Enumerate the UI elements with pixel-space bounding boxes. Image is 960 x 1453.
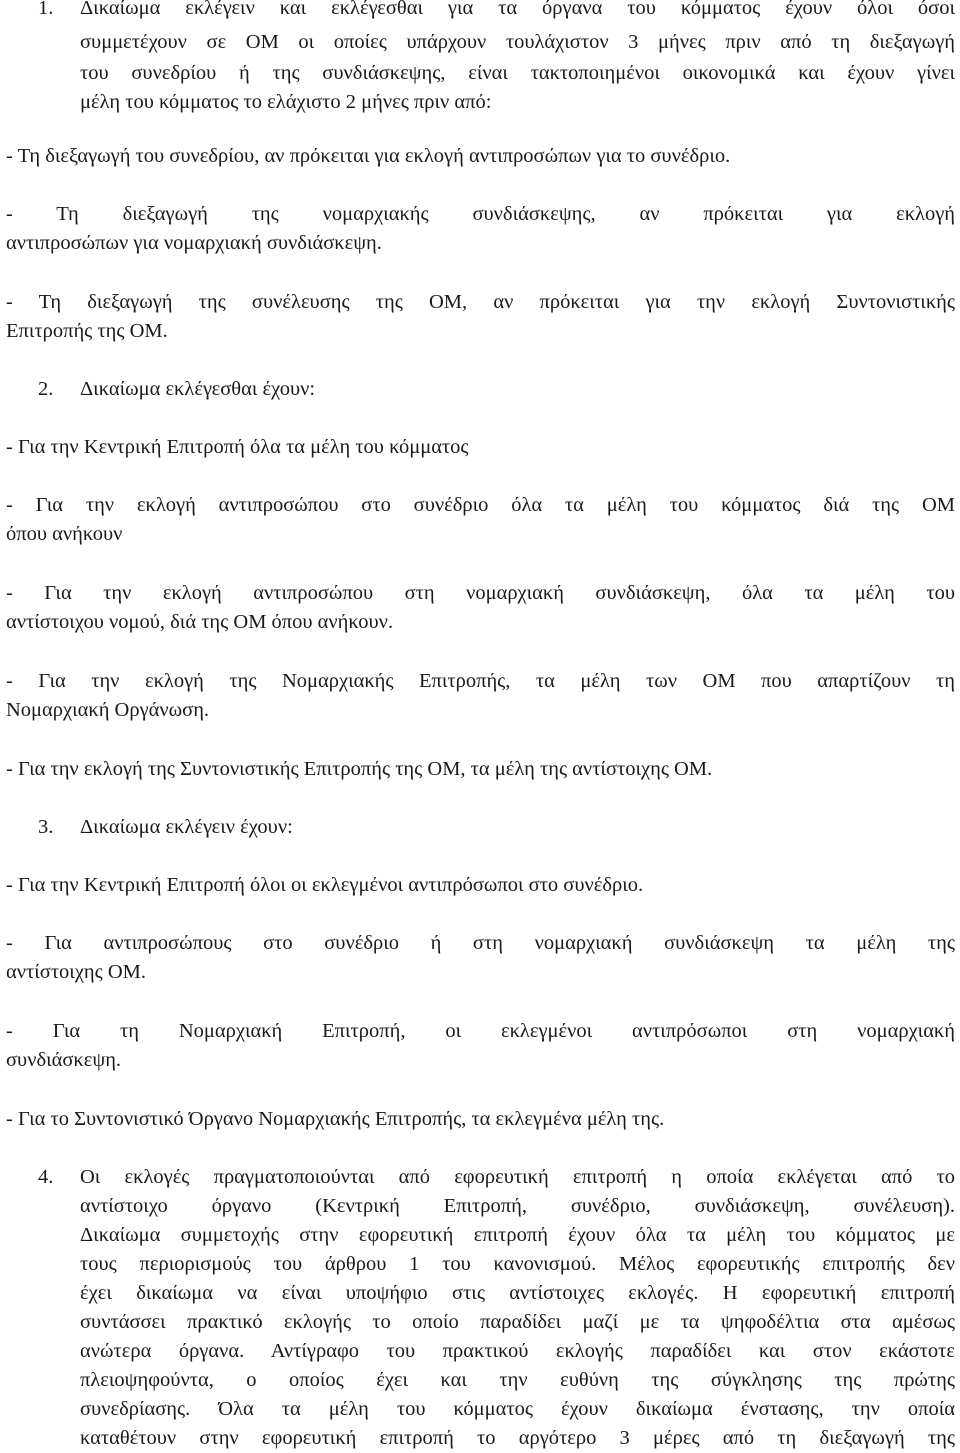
section-3-number: 3.: [38, 816, 54, 838]
section-4-line-10: καταθέτουν στην εφορευτική επιτροπή το αργότερο 3 μέρες από τη διεξαγωγή της: [80, 1427, 955, 1449]
section-1-line-3: του συνεδρίου ή της συνδιάσκεψης, είναι τακτοποιημένοι οικονομικά και έχουν γίνει: [80, 62, 955, 84]
s2-item-4-line-1: - Για την εκλογή της Νομαρχιακής Επιτροπής, τα μέλη των ΟΜ που απαρτίζουν τη: [6, 670, 955, 692]
section-4-line-9: συνεδρίασης. Όλα τα μέλη του κόμματος έχουν δικαίωμα ένστασης, την οποία: [80, 1398, 955, 1420]
s3-item-2-line-1: - Για αντιπροσώπους στο συνέδριο ή στη νομαρχιακή συνδιάσκεψη τα μέλη της: [6, 932, 955, 954]
section-1-number: 1.: [38, 0, 54, 19]
s2-item-1: - Για την Κεντρική Επιτροπή όλα τα μέλη του κόμματος: [6, 436, 469, 458]
s1-item-2-line-2: αντιπροσώπων για νομαρχιακή συνδιάσκεψη.: [6, 232, 382, 254]
s3-item-3-line-1: - Για τη Νομαρχιακή Επιτροπή, οι εκλεγμένοι αντιπρόσωποι στη νομαρχιακή: [6, 1020, 955, 1042]
s2-item-4-line-2: Νομαρχιακή Οργάνωση.: [6, 699, 210, 721]
section-4-line-4: τους περιορισμούς του άρθρου 1 του κανονισμού. Μέλος εφορευτικής επιτροπής δεν: [80, 1253, 955, 1275]
section-3-heading: Δικαίωμα εκλέγειν έχουν:: [80, 816, 293, 838]
s2-item-3-line-2: αντίστοιχου νομού, διά της ΟΜ όπου ανήκουν.: [6, 611, 394, 633]
section-1-line-4: μέλη του κόμματος το ελάχιστο 2 μήνες πριν από:: [80, 91, 492, 113]
s3-item-1: - Για την Κεντρική Επιτροπή όλοι οι εκλεγμένοι αντιπρόσωποι στο συνέδριο.: [6, 874, 644, 896]
s2-item-2-line-1: - Για την εκλογή αντιπροσώπου στο συνέδριο όλα τα μέλη του κόμματος διά της ΟΜ: [6, 494, 955, 516]
s1-item-1: - Τη διεξαγωγή του συνεδρίου, αν πρόκειται για εκλογή αντιπροσώπων για το συνέδριο.: [6, 145, 731, 167]
section-1-line-2: συμμετέχουν σε ΟΜ οι οποίες υπάρχουν τουλάχιστον 3 μήνες πριν από τη διεξαγωγή: [80, 31, 955, 53]
s3-item-2-line-2: αντίστοιχης ΟΜ.: [6, 961, 147, 983]
section-4-line-2: αντίστοιχο όργανο (Κεντρική Επιτροπή, συνέδριο, συνδιάσκεψη, συνέλευση).: [80, 1195, 955, 1217]
section-4-line-7: ανώτερα όργανα. Αντίγραφο του πρακτικού εκλογής παραδίδει και στον εκάστοτε: [80, 1340, 955, 1362]
s3-item-3-line-2: συνδιάσκεψη.: [6, 1049, 122, 1071]
s1-item-2-line-1: - Τη διεξαγωγή της νομαρχιακής συνδιάσκεψης, αν πρόκειται για εκλογή: [6, 203, 955, 225]
s1-item-3-line-2: Επιτροπής της ΟΜ.: [6, 320, 168, 342]
s2-item-3-line-1: - Για την εκλογή αντιπροσώπου στη νομαρχιακή συνδιάσκεψη, όλα τα μέλη του: [6, 582, 955, 604]
section-4-line-5: έχει δικαίωμα να είναι υποψήφιο στις αντίστοιχες εκλογές. Η εφορευτική επιτροπή: [80, 1282, 955, 1304]
s1-item-3-line-1: - Τη διεξαγωγή της συνέλευσης της ΟΜ, αν πρόκειται για την εκλογή Συντονιστικής: [6, 291, 955, 313]
section-4-line-1: Οι εκλογές πραγματοποιούνται από εφορευτική επιτροπή η οποία εκλέγεται από το: [80, 1166, 955, 1188]
section-1-line-1: Δικαίωμα εκλέγειν και εκλέγεσθαι για τα όργανα του κόμματος έχουν όλοι όσοι: [80, 0, 955, 19]
section-2-number: 2.: [38, 378, 54, 400]
section-4-line-8: πλειοψηφούντα, ο οποίος έχει και την ευθύνη της σύγκλησης της πρώτης: [80, 1369, 955, 1391]
section-2-heading: Δικαίωμα εκλέγεσθαι έχουν:: [80, 378, 316, 400]
s2-item-5: - Για την εκλογή της Συντονιστικής Επιτροπής της ΟΜ, τα μέλη της αντίστοιχης ΟΜ.: [6, 758, 713, 780]
s3-item-4: - Για το Συντονιστικό Όργανο Νομαρχιακής Επιτροπής, τα εκλεγμένα μέλη της.: [6, 1108, 665, 1130]
section-4-line-3: Δικαίωμα συμμετοχής στην εφορευτική επιτροπή έχουν όλα τα μέλη του κόμματος με: [80, 1224, 955, 1246]
s2-item-2-line-2: όπου ανήκουν: [6, 523, 123, 545]
section-4-number: 4.: [38, 1166, 54, 1188]
section-4-line-6: συντάσσει πρακτικό εκλογής το οποίο παραδίδει μαζί με τα ψηφοδέλτια στα αμέσως: [80, 1311, 955, 1333]
